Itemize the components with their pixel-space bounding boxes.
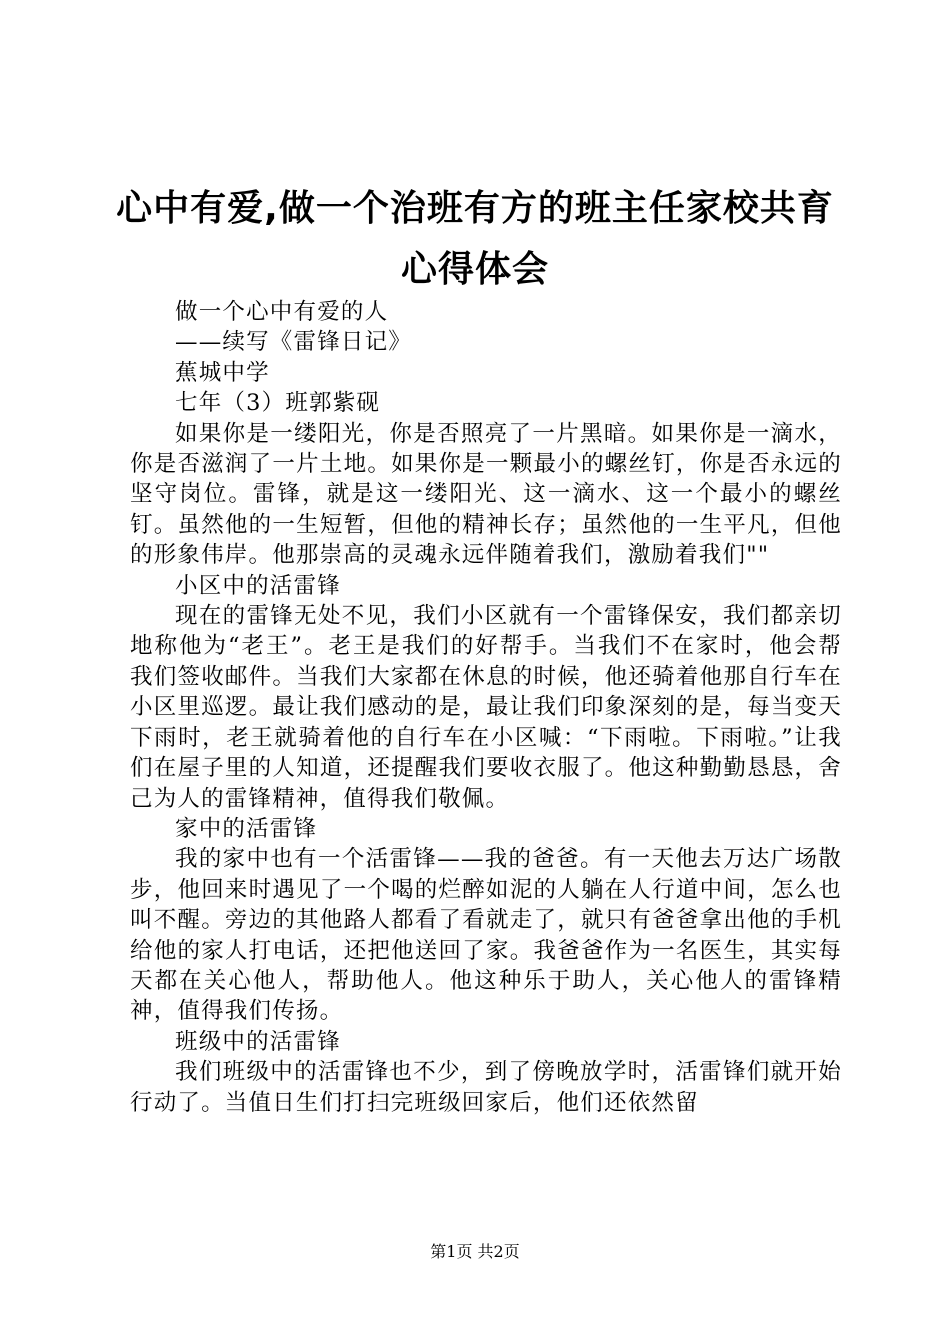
section-heading: 家中的活雷锋 bbox=[175, 815, 318, 842]
page-footer: 第1页 共2页 bbox=[430, 1242, 520, 1261]
body-paragraph: 如果你是一缕阳光，你是否照亮了一片黑暗。如果你是一滴水，你是否滋润了一片土地。如果你是一颗最小的螺丝钉，你是否永远的坚守岗位。雷锋，就是这一缕阳光、这一滴水、这一个最小的螺丝钉。虽然他的一生短暂，但他的精神长存；虽然他的一生平凡，但他的形象伟岸。他那崇高的灵魂永远伴随着我们，激励着我们"" bbox=[130, 420, 842, 569]
body-paragraph: 我的家中也有一个活雷锋——我的爸爸。有一天他去万达广场散步，他回来时遇见了一个喝的烂醉如泥的人躺在人行道中间，怎么也叫不醒。旁边的其他路人都看了看就走了，就只有爸爸拿出他的手机给他的家人打电话，还把他送回了家。我爸爸作为一名医生，其实每天都在关心他人，帮助他人。他这种乐于助人，关心他人的雷锋精神，值得我们传扬。 bbox=[130, 846, 842, 1025]
body-paragraph: 现在的雷锋无处不见，我们小区就有一个雷锋保安，我们都亲切地称他为“老王”。老王是我们的好帮手。当我们不在家时，他会帮我们签收邮件。当我们大家都在休息的时候，他还骑着他那自行车在小区里巡逻。最让我们感动的是，最让我们印象深刻的是，每当变天下雨时，老王就骑着他的自行车在小区喊：“下雨啦。下雨啦。”让我们在屋子里的人知道，还提醒我们要收衣服了。他这种勤勤恳恳，舍己为人的雷锋精神，值得我们敬佩。 bbox=[130, 603, 842, 812]
section-heading: 班级中的活雷锋 bbox=[175, 1028, 341, 1055]
author-line: 七年（3）班郭紫砚 bbox=[175, 390, 381, 417]
school-name: 蕉城中学 bbox=[175, 359, 270, 386]
subtitle-note: ——续写《雷锋日记》 bbox=[175, 329, 413, 356]
section-heading: 小区中的活雷锋 bbox=[175, 572, 341, 599]
subtitle: 做一个心中有爱的人 bbox=[175, 299, 389, 325]
document-title-line-2: 心得体会 bbox=[400, 249, 549, 290]
document-body bbox=[130, 297, 842, 1118]
body-paragraph: 我们班级中的活雷锋也不少，到了傍晚放学时，活雷锋们就开始行动了。当值日生们打扫完班级回家后，他们还依然留 bbox=[130, 1059, 842, 1116]
document-title-line-1: 心中有爱,做一个治班有方的班主任家校共育 bbox=[116, 188, 834, 229]
